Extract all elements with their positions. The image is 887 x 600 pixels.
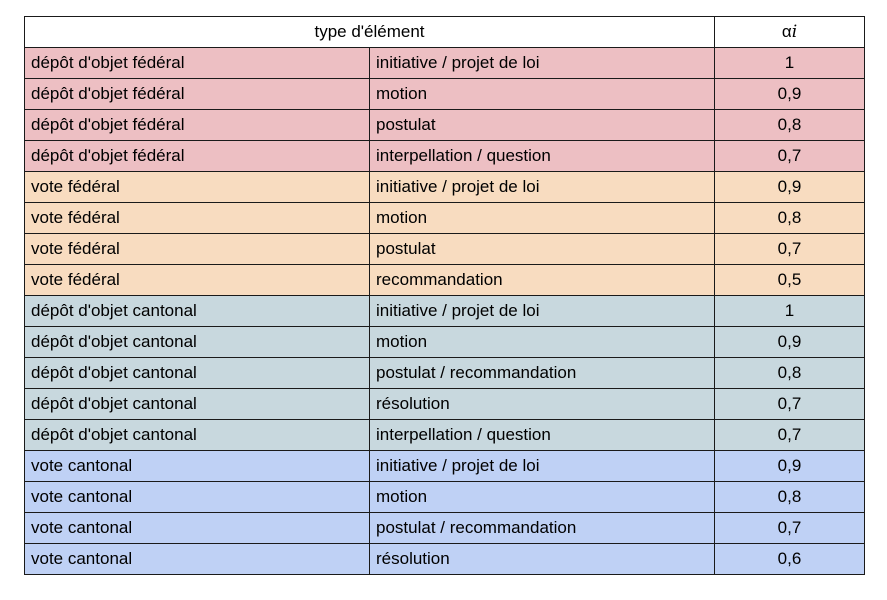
alpha-cell: 0,8: [715, 203, 865, 234]
header-row: [25, 17, 865, 48]
table-row: [25, 234, 865, 265]
alpha-symbol: α: [781, 22, 792, 41]
type-cell: initiative / projet de loi: [370, 451, 715, 482]
type-cell: motion: [370, 203, 715, 234]
alpha-index: i: [791, 22, 798, 42]
alpha-cell: 0,7: [715, 141, 865, 172]
alpha-cell: 0,9: [715, 79, 865, 110]
table-row: [25, 389, 865, 420]
category-cell: dépôt d'objet cantonal: [25, 327, 370, 358]
alpha-cell: 1: [715, 48, 865, 79]
table-row: [25, 203, 865, 234]
table-row: [25, 482, 865, 513]
type-cell: postulat / recommandation: [370, 513, 715, 544]
category-cell: vote cantonal: [25, 513, 370, 544]
category-cell: vote fédéral: [25, 172, 370, 203]
category-cell: dépôt d'objet fédéral: [25, 79, 370, 110]
table-row: [25, 420, 865, 451]
category-cell: vote fédéral: [25, 203, 370, 234]
category-cell: dépôt d'objet cantonal: [25, 358, 370, 389]
table-row: [25, 172, 865, 203]
type-cell: postulat: [370, 110, 715, 141]
type-cell: postulat / recommandation: [370, 358, 715, 389]
type-cell: interpellation / question: [370, 141, 715, 172]
weights-table: [24, 16, 865, 575]
header-type: type d'élément: [25, 17, 715, 48]
alpha-cell: 0,6: [715, 544, 865, 575]
category-cell: dépôt d'objet cantonal: [25, 296, 370, 327]
table-row: [25, 296, 865, 327]
table-row: [25, 513, 865, 544]
alpha-cell: 1: [715, 296, 865, 327]
table-row: [25, 544, 865, 575]
alpha-cell: 0,7: [715, 513, 865, 544]
type-cell: interpellation / question: [370, 420, 715, 451]
alpha-cell: 0,8: [715, 482, 865, 513]
alpha-cell: 0,8: [715, 358, 865, 389]
header-alpha: [715, 17, 865, 48]
category-cell: vote fédéral: [25, 234, 370, 265]
category-cell: vote cantonal: [25, 451, 370, 482]
alpha-cell: 0,7: [715, 234, 865, 265]
alpha-cell: 0,7: [715, 389, 865, 420]
table-row: [25, 358, 865, 389]
alpha-cell: 0,9: [715, 327, 865, 358]
alpha-cell: 0,9: [715, 451, 865, 482]
category-cell: dépôt d'objet cantonal: [25, 389, 370, 420]
table-row: [25, 141, 865, 172]
category-cell: vote fédéral: [25, 265, 370, 296]
type-cell: recommandation: [370, 265, 715, 296]
category-cell: dépôt d'objet fédéral: [25, 141, 370, 172]
category-cell: dépôt d'objet fédéral: [25, 48, 370, 79]
table-row: [25, 327, 865, 358]
table-row: [25, 265, 865, 296]
type-cell: motion: [370, 79, 715, 110]
category-cell: vote cantonal: [25, 544, 370, 575]
type-cell: résolution: [370, 544, 715, 575]
type-cell: postulat: [370, 234, 715, 265]
table-row: [25, 451, 865, 482]
category-cell: vote cantonal: [25, 482, 370, 513]
table-row: [25, 48, 865, 79]
type-cell: motion: [370, 327, 715, 358]
table-row: [25, 79, 865, 110]
alpha-cell: 0,5: [715, 265, 865, 296]
type-cell: résolution: [370, 389, 715, 420]
type-cell: initiative / projet de loi: [370, 172, 715, 203]
category-cell: dépôt d'objet cantonal: [25, 420, 370, 451]
alpha-cell: 0,8: [715, 110, 865, 141]
type-cell: initiative / projet de loi: [370, 48, 715, 79]
table-row: [25, 110, 865, 141]
type-cell: initiative / projet de loi: [370, 296, 715, 327]
category-cell: dépôt d'objet fédéral: [25, 110, 370, 141]
alpha-cell: 0,7: [715, 420, 865, 451]
type-cell: motion: [370, 482, 715, 513]
alpha-cell: 0,9: [715, 172, 865, 203]
